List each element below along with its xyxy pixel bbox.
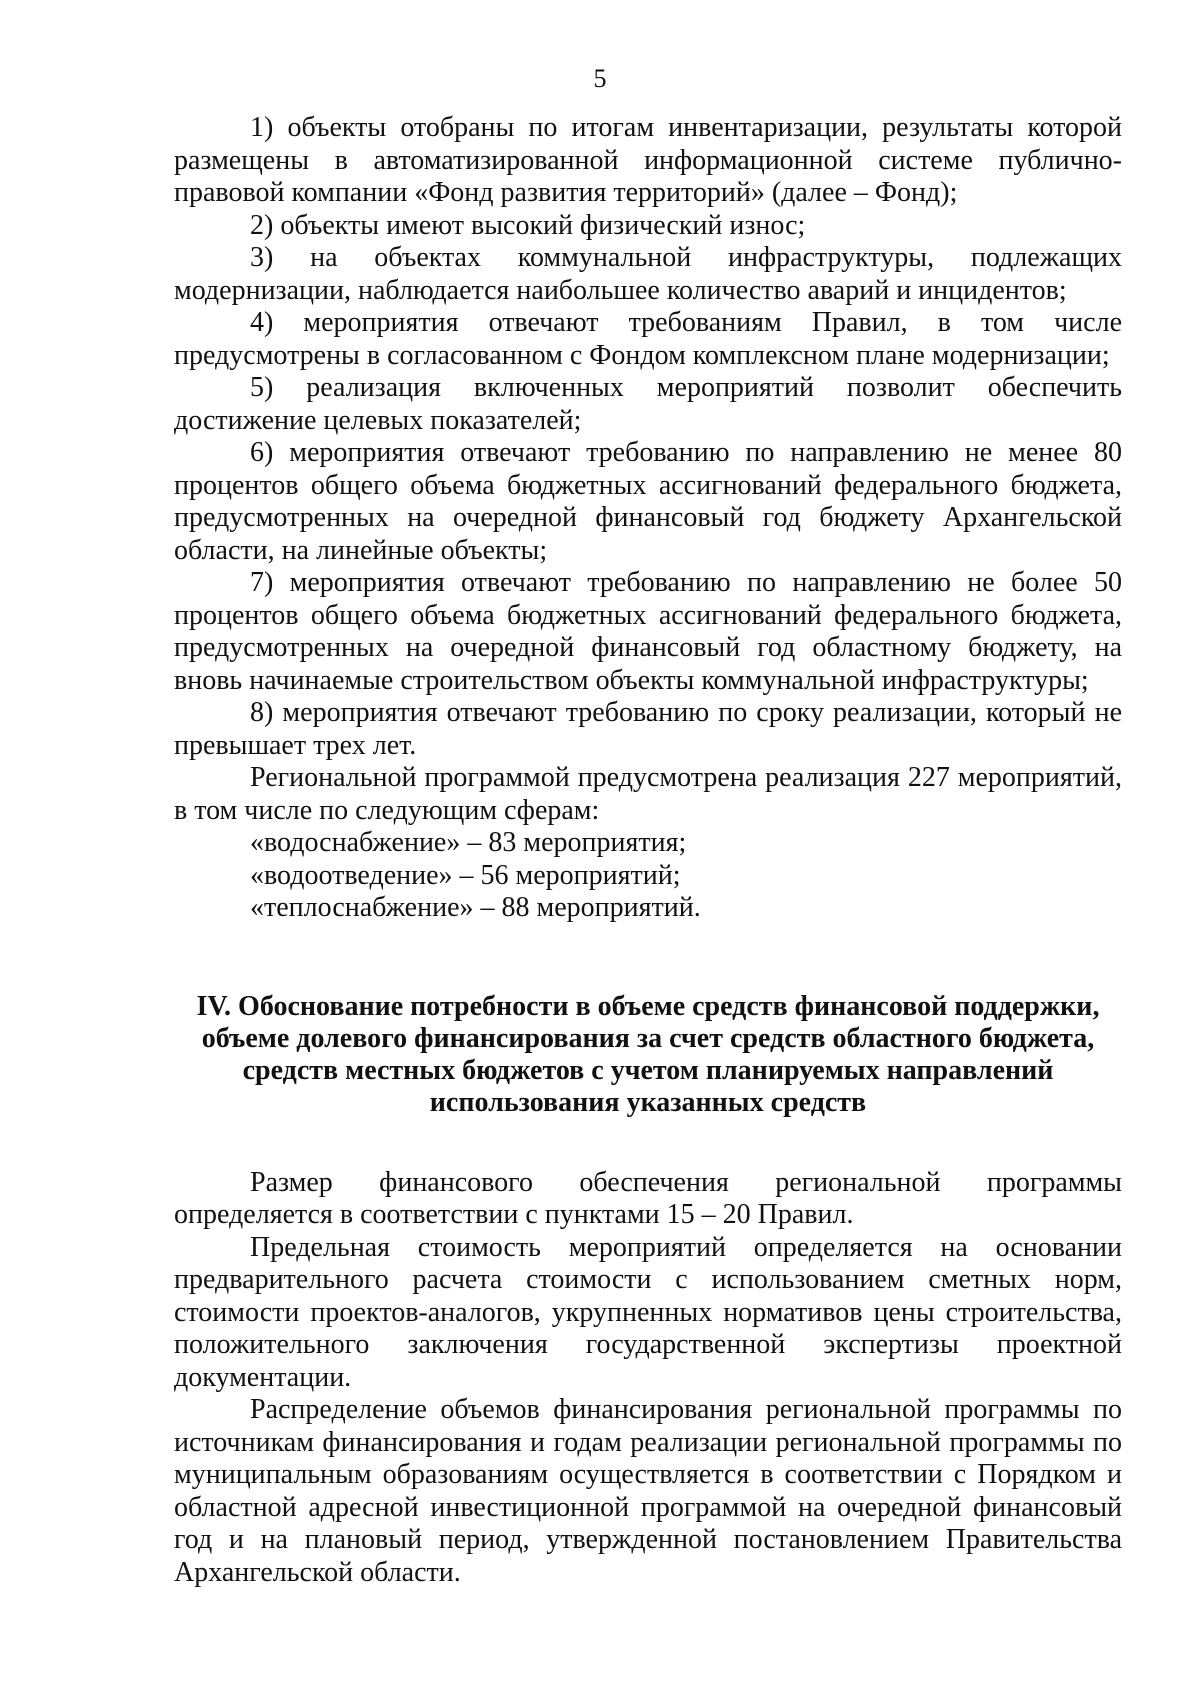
list-item: 1) объекты отобраны по итогам инвентаризации, результаты которой размещены в автоматизированной информационной системе публично-правовой компании «Фонд развития территорий» (далее – Фонд); <box>174 112 1122 208</box>
list-item: 6) мероприятия отвечают требованию по направлению не менее 80 процентов общего объема бюджетных ассигнований федерального бюджета, предусмотренных на очередной финансовый год бюджету Архангельской области, на линейные объекты; <box>174 437 1122 566</box>
sphere-item: «теплоснабжение» – 88 мероприятий. <box>250 892 701 923</box>
list-item: 5) реализация включенных мероприятий позволит обеспечить достижение целевых показателей; <box>174 372 1122 436</box>
section-paragraph: Предельная стоимость мероприятий определяется на основании предварительного расчета стоимости с использованием сметных норм, стоимости проектов-аналогов, укрупненных нормативов цены строительства, положительного заключения государственной экспертизы проектной документации. <box>174 1231 1122 1393</box>
section-heading-line: IV. Обоснование потребности в объеме средств финансовой поддержки, <box>196 990 1100 1022</box>
program-intro-paragraph: Региональной программой предусмотрена реализация 227 мероприятий, в том числе по следующим сферам: <box>174 762 1122 826</box>
sphere-item: «водоотведение» – 56 мероприятий; <box>250 859 681 891</box>
list-item: 3) на объектах коммунальной инфраструктуры, подлежащих модернизации, наблюдается наибольшее количество аварий и инцидентов; <box>174 242 1122 306</box>
document-body <box>174 112 1122 1589</box>
list-item: 2) объекты имеют высокий физический износ; <box>250 209 806 241</box>
section-heading-line: использования указанных средств <box>429 1086 867 1118</box>
list-item: 8) мероприятия отвечают требованию по сроку реализации, который не превышает трех лет. <box>174 697 1122 761</box>
section-heading <box>174 991 1122 1119</box>
sphere-item: «водоснабжение» – 83 мероприятия; <box>250 827 687 858</box>
section-heading-line: средств местных бюджетов с учетом планируемых направлений <box>242 1054 1054 1086</box>
section-paragraph: Распределение объемов финансирования региональной программы по источникам финансирования и годам реализации региональной программы по муниципальным образованиям осуществляется в соответствии с Порядком и областной адресной инвестиционной программой на очередной финансовый год и на плановый период, утвержденной постановлением Правительства Архангельской области. <box>174 1394 1122 1588</box>
list-item: 4) мероприятия отвечают требованиям Правил, в том числе предусмотрены в согласованном с Фондом комплексном плане модернизации; <box>174 307 1122 371</box>
list-item: 7) мероприятия отвечают требованию по направлению не более 50 процентов общего объема бюджетных ассигнований федерального бюджета, предусмотренных на очередной финансовый год областному бюджету, на вновь начинаемые строительством объекты коммунальной инфраструктуры; <box>174 567 1122 696</box>
page-number: 5 <box>593 64 607 93</box>
section-heading-line: объеме долевого финансирования за счет средств областного бюджета, <box>201 1022 1095 1054</box>
section-paragraph: Размер финансового обеспечения региональной программы определяется в соответствии с пунктами 15 – 20 Правил. <box>174 1166 1122 1230</box>
